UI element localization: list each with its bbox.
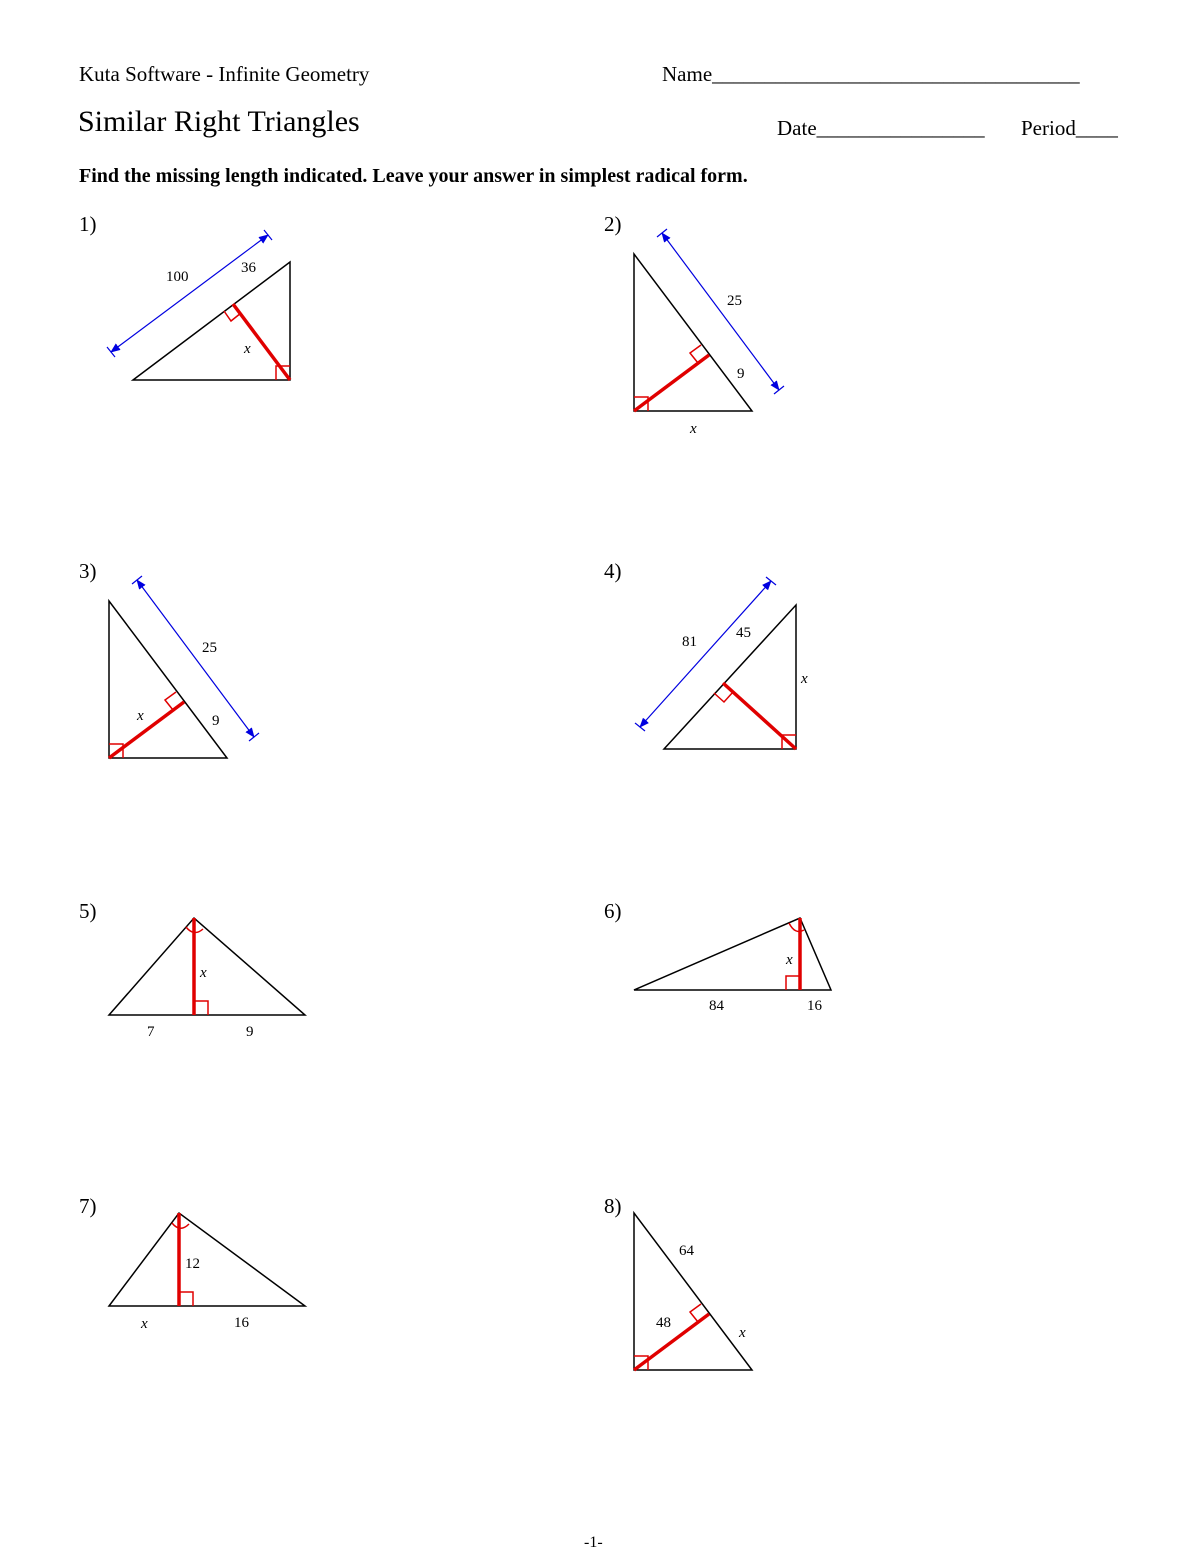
dimension-tick-3b bbox=[249, 733, 259, 741]
figure-1 bbox=[107, 230, 290, 380]
altitude-2 bbox=[634, 355, 709, 411]
figure-4 bbox=[635, 577, 796, 749]
label-6-unknown: x bbox=[786, 952, 793, 968]
problem-number-8: 8) bbox=[604, 1194, 622, 1218]
label-4-unknown: x bbox=[801, 671, 808, 687]
label-7-right-segment: 16 bbox=[234, 1315, 249, 1331]
problem-number-5: 5) bbox=[79, 899, 97, 923]
label-1-segment: 36 bbox=[241, 260, 256, 276]
problem-number-6: 6) bbox=[604, 899, 622, 923]
label-5-right-segment: 9 bbox=[246, 1024, 254, 1040]
figure-6 bbox=[634, 918, 831, 990]
page-number: -1- bbox=[584, 1534, 603, 1551]
altitude-8 bbox=[634, 1314, 709, 1370]
label-7-unknown: x bbox=[141, 1316, 148, 1332]
label-1-unknown: x bbox=[244, 341, 251, 357]
problem-number-7: 7) bbox=[79, 1194, 97, 1218]
dimension-arrow-3 bbox=[137, 580, 254, 737]
figure-5 bbox=[109, 918, 305, 1015]
label-7-altitude: 12 bbox=[185, 1256, 200, 1272]
date-field[interactable]: Date________________ bbox=[777, 116, 985, 140]
label-6-left-segment: 84 bbox=[709, 998, 724, 1014]
dimension-tick-2b bbox=[774, 386, 784, 394]
triangle-7 bbox=[109, 1213, 305, 1306]
label-6-right-segment: 16 bbox=[807, 998, 822, 1014]
worksheet-title: Similar Right Triangles bbox=[78, 105, 360, 138]
label-8-altitude: 48 bbox=[656, 1315, 671, 1331]
right-angle-mark-7a bbox=[179, 1292, 193, 1306]
problem-number-3: 3) bbox=[79, 559, 97, 583]
triangle-8 bbox=[634, 1213, 752, 1370]
figure-3 bbox=[109, 576, 259, 758]
name-field[interactable]: Name___________________________________ bbox=[662, 62, 1080, 86]
altitude-1 bbox=[233, 304, 290, 380]
dimension-tick-4a bbox=[635, 723, 645, 731]
right-angle-mark-5a bbox=[194, 1001, 208, 1015]
instructions: Find the missing length indicated. Leave your answer in simplest radical form. bbox=[79, 165, 748, 187]
label-2-hypotenuse: 25 bbox=[727, 293, 742, 309]
dimension-arrow-1 bbox=[111, 235, 268, 352]
dimension-tick-3a bbox=[132, 576, 142, 584]
dimension-arrow-2 bbox=[662, 233, 779, 390]
label-3-segment: 9 bbox=[212, 713, 220, 729]
label-2-unknown: x bbox=[690, 421, 697, 437]
altitude-4 bbox=[723, 683, 796, 749]
dimension-tick-1a bbox=[107, 347, 115, 357]
label-4-hypotenuse: 81 bbox=[682, 634, 697, 650]
label-4-segment: 45 bbox=[736, 625, 751, 641]
label-1-hypotenuse: 100 bbox=[166, 269, 189, 285]
label-5-unknown: x bbox=[200, 965, 207, 981]
triangle-1 bbox=[133, 262, 290, 380]
right-angle-mark-4b bbox=[714, 692, 733, 702]
altitude-3 bbox=[109, 702, 184, 758]
dimension-tick-2a bbox=[657, 229, 667, 237]
software-title: Kuta Software - Infinite Geometry bbox=[79, 62, 370, 86]
dimension-tick-1b bbox=[264, 230, 272, 240]
figure-2 bbox=[634, 229, 784, 411]
label-3-hypotenuse: 25 bbox=[202, 640, 217, 656]
label-3-unknown: x bbox=[137, 708, 144, 724]
triangle-3 bbox=[109, 601, 227, 758]
label-8-segment: 64 bbox=[679, 1243, 694, 1259]
label-8-unknown: x bbox=[739, 1325, 746, 1341]
figure-7 bbox=[109, 1213, 305, 1306]
right-angle-mark-6a bbox=[786, 976, 800, 990]
problem-number-4: 4) bbox=[604, 559, 622, 583]
problem-number-2: 2) bbox=[604, 212, 622, 236]
dimension-tick-4b bbox=[766, 577, 776, 585]
figure-8 bbox=[634, 1213, 752, 1370]
label-5-left-segment: 7 bbox=[147, 1024, 155, 1040]
problem-number-1: 1) bbox=[79, 212, 97, 236]
period-field[interactable]: Period____ bbox=[1021, 116, 1118, 140]
triangle-2 bbox=[634, 254, 752, 411]
label-2-segment: 9 bbox=[737, 366, 745, 382]
